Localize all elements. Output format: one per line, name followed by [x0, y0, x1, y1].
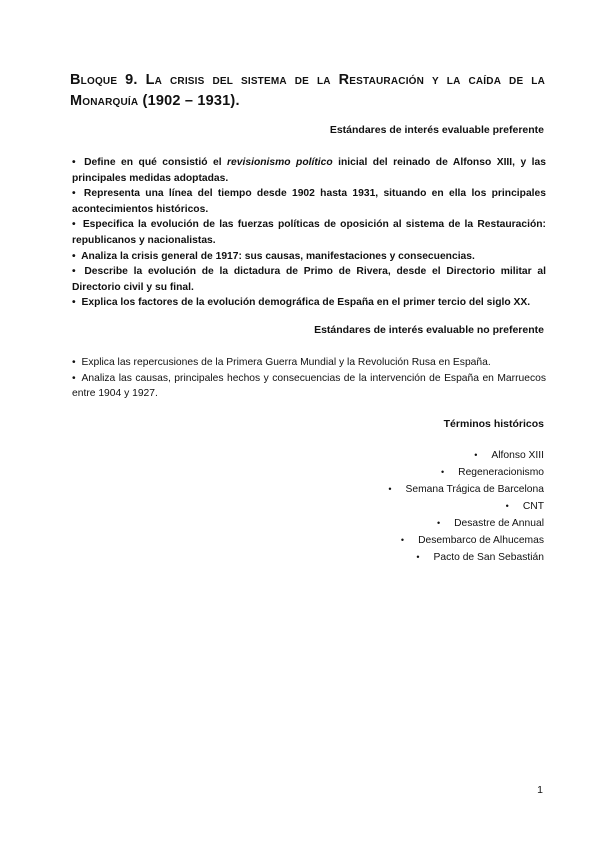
emphasis-text: revisionismo político — [227, 157, 333, 168]
bullet-icon: • — [400, 535, 405, 545]
bullet-icon: • — [72, 297, 76, 309]
list-item: • Describe la evolución de la dictadura de Primo de Rivera, desde el Directorio militar al Directorio civil y su final. — [72, 266, 546, 293]
title-line-2: Monarquía (1902 – 1931). — [70, 93, 240, 109]
bullet-icon: • — [440, 467, 445, 477]
list-item: • Define en qué consistió el revisionismo político inicial del reinado de Alfonso XIII, y las principales medidas adoptadas. — [72, 157, 546, 184]
list-item: • Especifica la evolución de las fuerzas políticas de oposición al sistema de la Restauración: republicanos y nacionalistas. — [72, 219, 546, 246]
bullet-icon: • — [72, 266, 76, 278]
term-item: • Desastre de Annual — [388, 515, 544, 532]
list-item: • Representa una línea del tiempo desde 1902 hasta 1931, situando en ella los principales acontecimientos históricos. — [72, 188, 546, 215]
list-item: • Explica los factores de la evolución demográfica de España en el primer tercio del siglo XX. — [72, 297, 531, 309]
term-item: • Alfonso XIII — [388, 447, 544, 464]
preferred-standards-heading: Estándares de interés evaluable preferente — [329, 124, 544, 136]
non-preferred-standards-list — [72, 355, 546, 402]
bullet-icon: • — [416, 552, 420, 562]
page-title — [70, 70, 545, 112]
bullet-icon: • — [72, 372, 76, 384]
historical-terms-heading: Términos históricos — [443, 418, 544, 430]
bullet-icon: • — [72, 219, 76, 231]
term-item: • Regeneracionismo — [388, 464, 544, 481]
bullet-icon: • — [436, 518, 441, 528]
bullet-icon: • — [505, 501, 509, 511]
historical-terms-list — [388, 447, 544, 566]
non-preferred-standards-heading: Estándares de interés evaluable no preferente — [314, 324, 544, 336]
bullet-icon: • — [72, 188, 76, 200]
term-item: • CNT — [388, 498, 544, 515]
list-item: • Analiza la crisis general de 1917: sus causas, manifestaciones y consecuencias. — [72, 250, 475, 262]
title-line-1: Bloque 9. La crisis del sistema de la Restauración y la caída de la — [70, 72, 545, 88]
term-item: • Desembarco de Alhucemas — [388, 532, 544, 549]
preferred-standards-list — [72, 155, 546, 311]
bullet-icon: • — [72, 157, 76, 168]
bullet-icon: • — [72, 250, 76, 262]
page-number: 1 — [537, 784, 543, 796]
bullet-icon: • — [72, 357, 76, 368]
bullet-icon: • — [388, 484, 392, 494]
bullet-icon: • — [474, 450, 478, 460]
list-item: • Explica las repercusiones de la Primera Guerra Mundial y la Revolución Rusa en España. — [72, 357, 491, 368]
term-item: • Semana Trágica de Barcelona — [388, 481, 544, 498]
term-item: • Pacto de San Sebastián — [388, 549, 544, 566]
list-item: • Analiza las causas, principales hechos y consecuencias de la intervención de España en Marruecos entre 1904 y 1927. — [72, 372, 546, 400]
